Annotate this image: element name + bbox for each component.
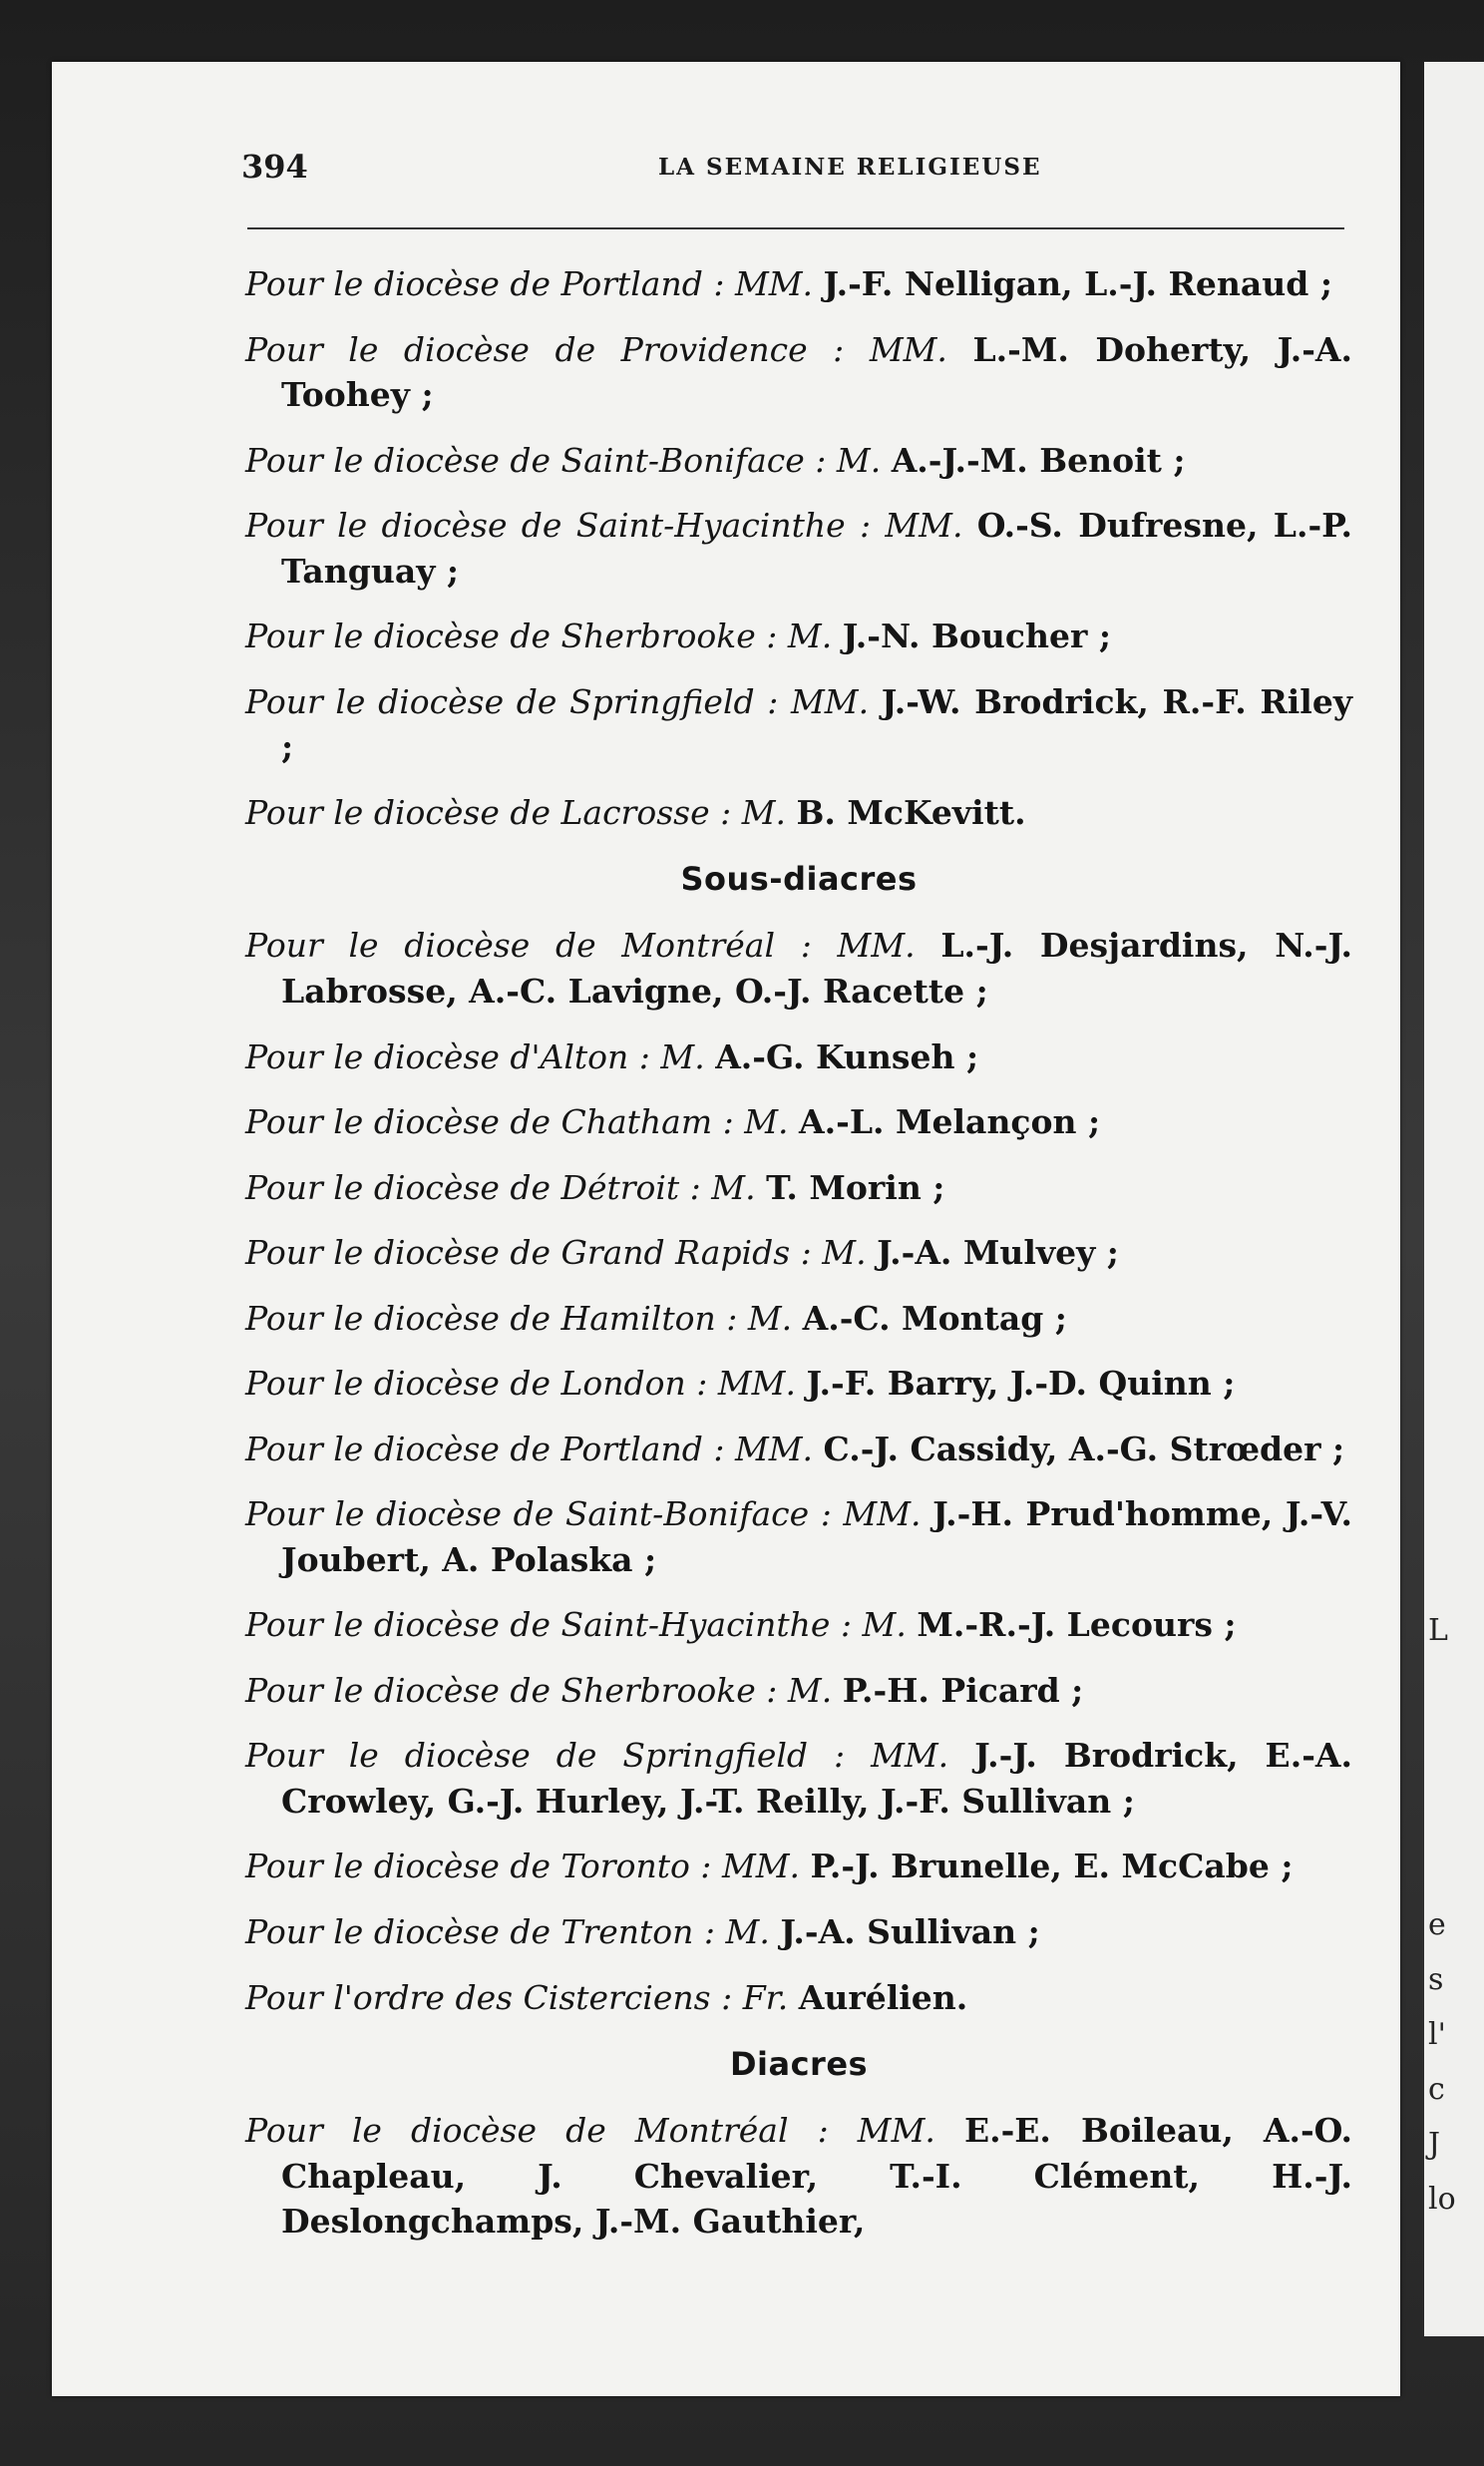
ordinand-names: J.-W. Brodrick, R.-F. Riley ; [281, 681, 1352, 767]
diocese-label: Pour le diocèse de Chatham : [245, 1102, 734, 1142]
ordinand-names: J.-F. Barry, J.-D. Quinn ; [806, 1364, 1236, 1404]
ordinand-names: L.-M. Doherty, J.-A. Toohey ; [281, 329, 1353, 415]
honorific: MM. [734, 1429, 814, 1468]
honorific: M. [822, 1233, 867, 1273]
honorific: MM. [721, 1847, 801, 1886]
ordinand-names: T. Morin ; [766, 1167, 945, 1207]
diocese-label: Pour le diocèse de Portland : [245, 1429, 725, 1468]
diocese-label: Pour le diocèse de Montréal : [245, 2111, 829, 2151]
facing-page-fragment: L [1428, 1613, 1448, 1648]
diocese-label: Pour le diocèse de Grand Rapids : [245, 1233, 812, 1273]
facing-page-fragment: J [1428, 2127, 1441, 2162]
facing-page-fragment: s [1428, 1962, 1444, 1997]
diocese-label: Pour le diocèse de Saint-Hyacinthe : [245, 1605, 853, 1645]
honorific: M. [787, 1670, 833, 1710]
diocese-entry [245, 1099, 1352, 1145]
ordinand-names: C.-J. Cassidy, A.-G. Strœder ; [823, 1429, 1345, 1468]
ordinand-names: P.-H. Picard ; [842, 1670, 1084, 1710]
diocese-entry [245, 1491, 1352, 1582]
ordinand-names: O.-S. Dufresne, L.-P. Tanguay ; [281, 506, 1352, 591]
diocese-label: Pour le diocèse de Trenton : [245, 1911, 716, 1951]
facing-page-fragment: l' [1428, 2017, 1446, 2052]
diocese-label: Pour l'ordre des Cisterciens : [245, 1977, 733, 2017]
diocese-label: Pour le diocèse de Lacrosse : [245, 792, 732, 832]
diocese-entry [245, 1361, 1352, 1407]
diocese-label: Pour le diocèse de Springfield : [245, 681, 779, 721]
ordinand-names: M.-R.-J. Lecours ; [917, 1605, 1237, 1645]
honorific: M. [862, 1605, 907, 1645]
diocese-label: Pour le diocèse de London : [245, 1364, 708, 1404]
ordination-list [245, 261, 1352, 2264]
diocese-entry [245, 923, 1352, 1014]
diocese-entry [245, 327, 1352, 418]
facing-page-fragment: c [1428, 2072, 1445, 2107]
honorific: MM. [871, 1736, 949, 1776]
diocese-entry [245, 1427, 1352, 1472]
diocese-entry [245, 790, 1352, 836]
diocese-entry [245, 1668, 1352, 1714]
honorific: M. [836, 440, 882, 480]
honorific: MM. [885, 506, 963, 546]
ordinand-names: P.-J. Brunelle, E. McCabe ; [810, 1847, 1294, 1886]
diocese-entry [245, 1909, 1352, 1955]
honorific: MM. [791, 681, 870, 721]
ordinand-names: E.-E. Boileau, A.-O. Chapleau, J. Chevalier, T.-I. Clément, H.-J. Deslongchamps, J.-M. Gauthier, [281, 2111, 1352, 2242]
diocese-label: Pour le diocèse de Springfield : [245, 1736, 846, 1776]
honorific: M. [744, 1102, 789, 1142]
diocese-entry [245, 1165, 1352, 1211]
diocese-label: Pour le diocèse de Saint-Boniface : [245, 440, 827, 480]
honorific: MM. [843, 1494, 922, 1534]
diocese-label: Pour le diocèse de Saint-Hyacinthe : [245, 506, 872, 546]
page-header [189, 148, 1346, 198]
diocese-entry [245, 1844, 1352, 1889]
diocese-label: Pour le diocèse de Portland : [245, 264, 725, 303]
honorific: M. [787, 616, 833, 656]
diocese-entry [245, 2108, 1352, 2245]
honorific: M. [741, 792, 786, 832]
diocese-entry [245, 1602, 1352, 1648]
ordinand-names: A.-J.-M. Benoit ; [891, 440, 1186, 480]
ordinand-names: A.-L. Melançon ; [799, 1102, 1101, 1142]
honorific: M. [725, 1911, 770, 1951]
ordinand-names: J.-A. Mulvey ; [877, 1233, 1119, 1273]
ordinand-names: A.-G. Kunseh ; [715, 1036, 979, 1076]
diocese-entry [245, 614, 1352, 659]
ordinand-names: Aurélien. [798, 1977, 968, 2017]
facing-page-fragment: e [1428, 1907, 1446, 1942]
page-number: 394 [241, 148, 308, 186]
facing-page-fragment: lo [1428, 2182, 1456, 2217]
ordinand-names: J.-A. Sullivan ; [780, 1911, 1040, 1951]
diocese-label: Pour le diocèse de Détroit : [245, 1167, 701, 1207]
ordinand-names: J.-J. Brodrick, E.-A. Crowley, G.-J. Hurley, J.-T. Reilly, J.-F. Sullivan ; [281, 1736, 1352, 1821]
diocese-entry [245, 1296, 1352, 1342]
diocese-label: Pour le diocèse de Montréal : [245, 926, 812, 966]
section-heading: Sous-diacres [680, 860, 918, 899]
honorific: MM. [857, 2111, 935, 2151]
ordinand-names: J.-N. Boucher ; [842, 616, 1112, 656]
honorific: MM. [869, 329, 947, 369]
honorific: Fr. [742, 1977, 789, 2017]
diocese-label: Pour le diocèse de Providence : [245, 329, 845, 369]
diocese-label: Pour le diocèse de Sherbrooke : [245, 1670, 778, 1710]
ordinand-names: L.-J. Desjardins, N.-J. Labrosse, A.-C. Lavigne, O.-J. Racette ; [281, 926, 1352, 1011]
diocese-entry [245, 1034, 1352, 1080]
honorific: MM. [837, 926, 916, 966]
diocese-label: Pour le diocèse de Toronto : [245, 1847, 712, 1886]
honorific: M. [660, 1036, 705, 1076]
diocese-entry [245, 1975, 1352, 2021]
honorific: M. [747, 1298, 793, 1338]
diocese-label: Pour le diocèse de Saint-Boniface : [245, 1494, 832, 1534]
diocese-entry [245, 503, 1352, 594]
running-title: LA SEMAINE RELIGIEUSE [658, 154, 1042, 181]
section-heading: Diacres [729, 2045, 869, 2084]
ordinand-names: J.-H. Prud'homme, J.-V. Joubert, A. Polaska ; [281, 1494, 1352, 1579]
header-rule [247, 227, 1344, 229]
ordinand-names: J.-F. Nelligan, L.-J. Renaud ; [823, 264, 1333, 303]
honorific: M. [711, 1167, 756, 1207]
diocese-label: Pour le diocèse de Sherbrooke : [245, 616, 778, 656]
diocese-label: Pour le diocèse d'Alton : [245, 1036, 650, 1076]
diocese-entry [245, 1230, 1352, 1276]
ordinand-names: B. McKevitt. [796, 792, 1026, 832]
ordinand-names: A.-C. Montag ; [802, 1298, 1067, 1338]
diocese-entry [245, 679, 1352, 770]
diocese-label: Pour le diocèse de Hamilton : [245, 1298, 738, 1338]
diocese-entry [245, 438, 1352, 484]
diocese-entry [245, 261, 1352, 307]
diocese-entry [245, 1733, 1352, 1824]
honorific: MM. [717, 1364, 796, 1404]
honorific: MM. [734, 264, 814, 303]
facing-page-edge [1424, 62, 1484, 2336]
